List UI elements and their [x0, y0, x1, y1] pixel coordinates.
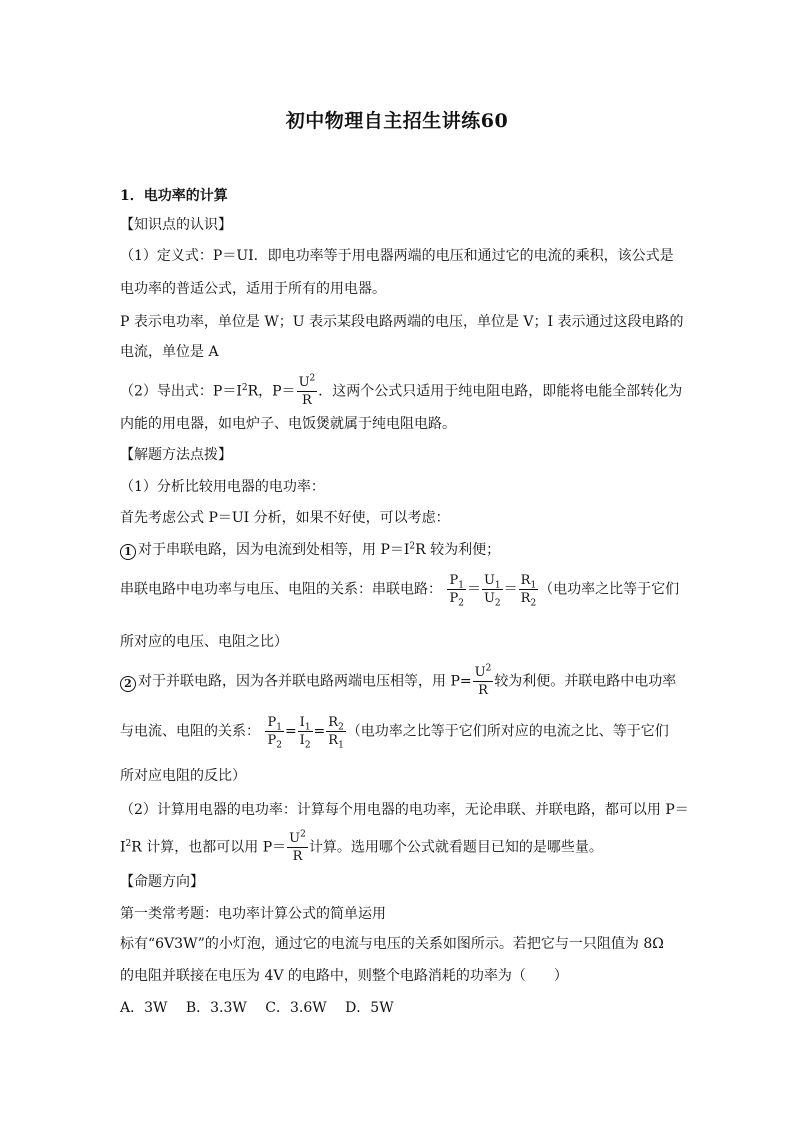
- method-heading: 【解题方法点拨】: [120, 447, 232, 463]
- fraction-u2-over-r-calc: $\frac{U^2}{R}$: [289, 829, 306, 864]
- parallel-relation-line-2: 所对应电阻的反比）: [120, 768, 246, 784]
- definition-line-1: （1）定义式：P＝UI．即电功率等于用电器两端的电压和通过它的电流的乘积，该公式是: [120, 248, 674, 264]
- circled-number-1: 1: [120, 544, 136, 560]
- fraction-u2-over-r-parallel: $\frac{U^2}{R}$: [474, 663, 492, 698]
- calc-line-2: $I^2R$ 计算，也都可以用 P＝ $\frac{U^2}{R}$ 计算。选用哪个公式就看题目已知的是哪些量。: [120, 829, 603, 864]
- question-line-2: 的电阻并联接在电压为 4V 的电路中，则整个电路消耗的功率为（ ）: [120, 968, 568, 984]
- analysis-line-2: 首先考虑公式 P＝UI 分析，如果不好使，可以考虑：: [120, 510, 450, 526]
- series-relation-line-2: 所对应的电压、电阻之比）: [120, 634, 288, 650]
- fraction-u2-over-r: $\frac{U^2}{R}$: [298, 373, 316, 408]
- derived-formula-line: （2）导出式：$P=I^2R$，P＝ $\frac{U^2}{R}$ ．这两个公式只适用于纯电阻电路，即能将电能全部转化为: [120, 373, 683, 408]
- parallel-circuit-line: 2 对于并联电路，因为各并联电路两端电压相等，用 P= $\frac{U^2}{R}$ 较为利便。并联电路中电功率: [120, 666, 680, 697]
- fraction-p1-over-p2: $\frac{P_1}{P_2}$: [449, 573, 464, 609]
- parallel-relation-line: 与电流、电阻的关系： $\frac{P_1}{P_2}$ = $\frac{I_1}{I_2}$ = $\frac{R_2}{R_1}$ （电功率之比等于它们所对应的电流之比、等于它们: [120, 715, 669, 751]
- units-line-1: P 表示电功率，单位是 W；U 表示某段电路两端的电压，单位是 V；I 表示通过这段电路的: [120, 314, 684, 330]
- page-title: 初中物理自主招生讲练60: [285, 110, 509, 132]
- direction-heading: 【命题方向】: [120, 874, 204, 890]
- fraction-r2-over-r1: $\frac{R_2}{R_1}$: [328, 715, 344, 751]
- question-line-1: 标有“6V3W”的小灯泡，通过它的电流与电压的关系如图所示。若把它与一只阻值为 8Ω: [120, 936, 664, 952]
- knowledge-heading: 【知识点的认识】: [120, 217, 232, 233]
- section-heading: 1．电功率的计算: [120, 188, 228, 204]
- derived-line-2: 内能的用电器，如电炉子、电饭煲就属于纯电阻电路。: [120, 416, 456, 432]
- fraction-u1-over-u2: $\frac{U_1}{U_2}$: [483, 573, 501, 609]
- fraction-p1-over-p2-parallel: $\frac{P_1}{P_2}$: [267, 715, 282, 751]
- calc-line-1: （2）计算用电器的电功率：计算每个用电器的电功率，无论串联、并联电路，都可以用 P＝: [120, 802, 689, 818]
- answer-options: A．3W B．3.3W C．3.6W D．5W: [120, 1000, 394, 1016]
- fraction-r1-over-r2: $\frac{R_1}{R_2}$: [520, 573, 537, 609]
- series-circuit-line: 1 对于串联电路，因为电流到处相等，用 $P=I^2R$ 较为利便；: [120, 540, 680, 560]
- analysis-line-1: （1）分析比较用电器的电功率：: [120, 479, 325, 495]
- question-type-line: 第一类常考题：电功率计算公式的简单运用: [120, 906, 386, 922]
- definition-line-2: 电功率的普适公式，适用于所有的用电器。: [120, 281, 386, 297]
- fraction-i1-over-i2: $\frac{I_1}{I_2}$: [299, 715, 311, 751]
- series-relation-line: 串联电路中电功率与电压、电阻的关系：串联电路： $\frac{P_1}{P_2}$ ＝ $\frac{U_1}{U_2}$ ＝ $\frac{R_1}{R_2}$ （电功率之比等于它们: [120, 573, 680, 609]
- units-line-2: 电流，单位是 A: [120, 344, 219, 360]
- circled-number-2: 2: [120, 676, 136, 692]
